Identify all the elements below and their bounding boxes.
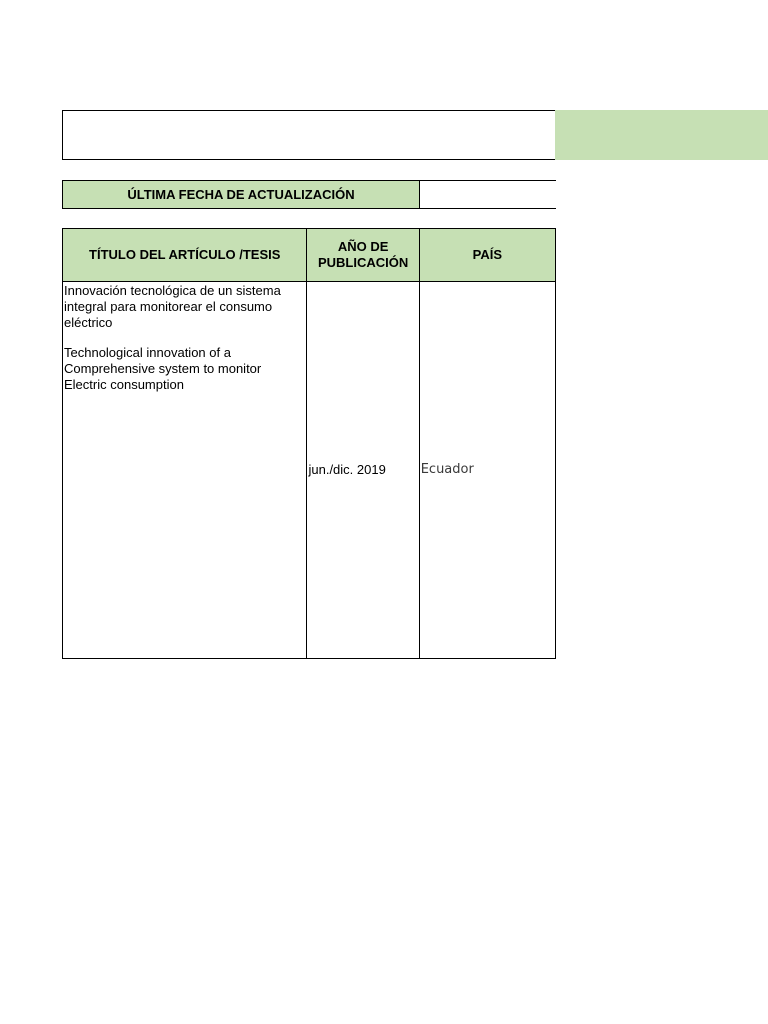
title-banner (62, 110, 768, 160)
title-banner-extension (555, 110, 768, 160)
last-update-value[interactable] (420, 181, 556, 208)
article-title-es: Innovación tecnológica de un sistema integral para monitorear el consumo eléctrico (64, 283, 281, 330)
paragraph-gap (64, 331, 305, 345)
header-year-label: AÑO DE PUBLICACIÓN (317, 239, 409, 270)
last-update-label: ÚLTIMA FECHA DE ACTUALIZACIÓN (63, 181, 420, 208)
cell-country[interactable]: Ecuador (419, 282, 555, 659)
header-country: PAÍS (419, 229, 555, 282)
header-year (307, 229, 419, 282)
articles-table (62, 228, 556, 659)
header-title: TÍTULO DEL ARTÍCULO /TESIS (63, 229, 307, 282)
table-header-row (63, 229, 556, 282)
cell-article-title[interactable] (63, 282, 307, 659)
cell-publication-year[interactable]: jun./dic. 2019 (307, 282, 419, 659)
last-update-row (62, 180, 556, 209)
table-row (63, 282, 556, 659)
article-title-en: Technological innovation of a Comprehensive system to monitor Electric consumption (64, 345, 262, 392)
